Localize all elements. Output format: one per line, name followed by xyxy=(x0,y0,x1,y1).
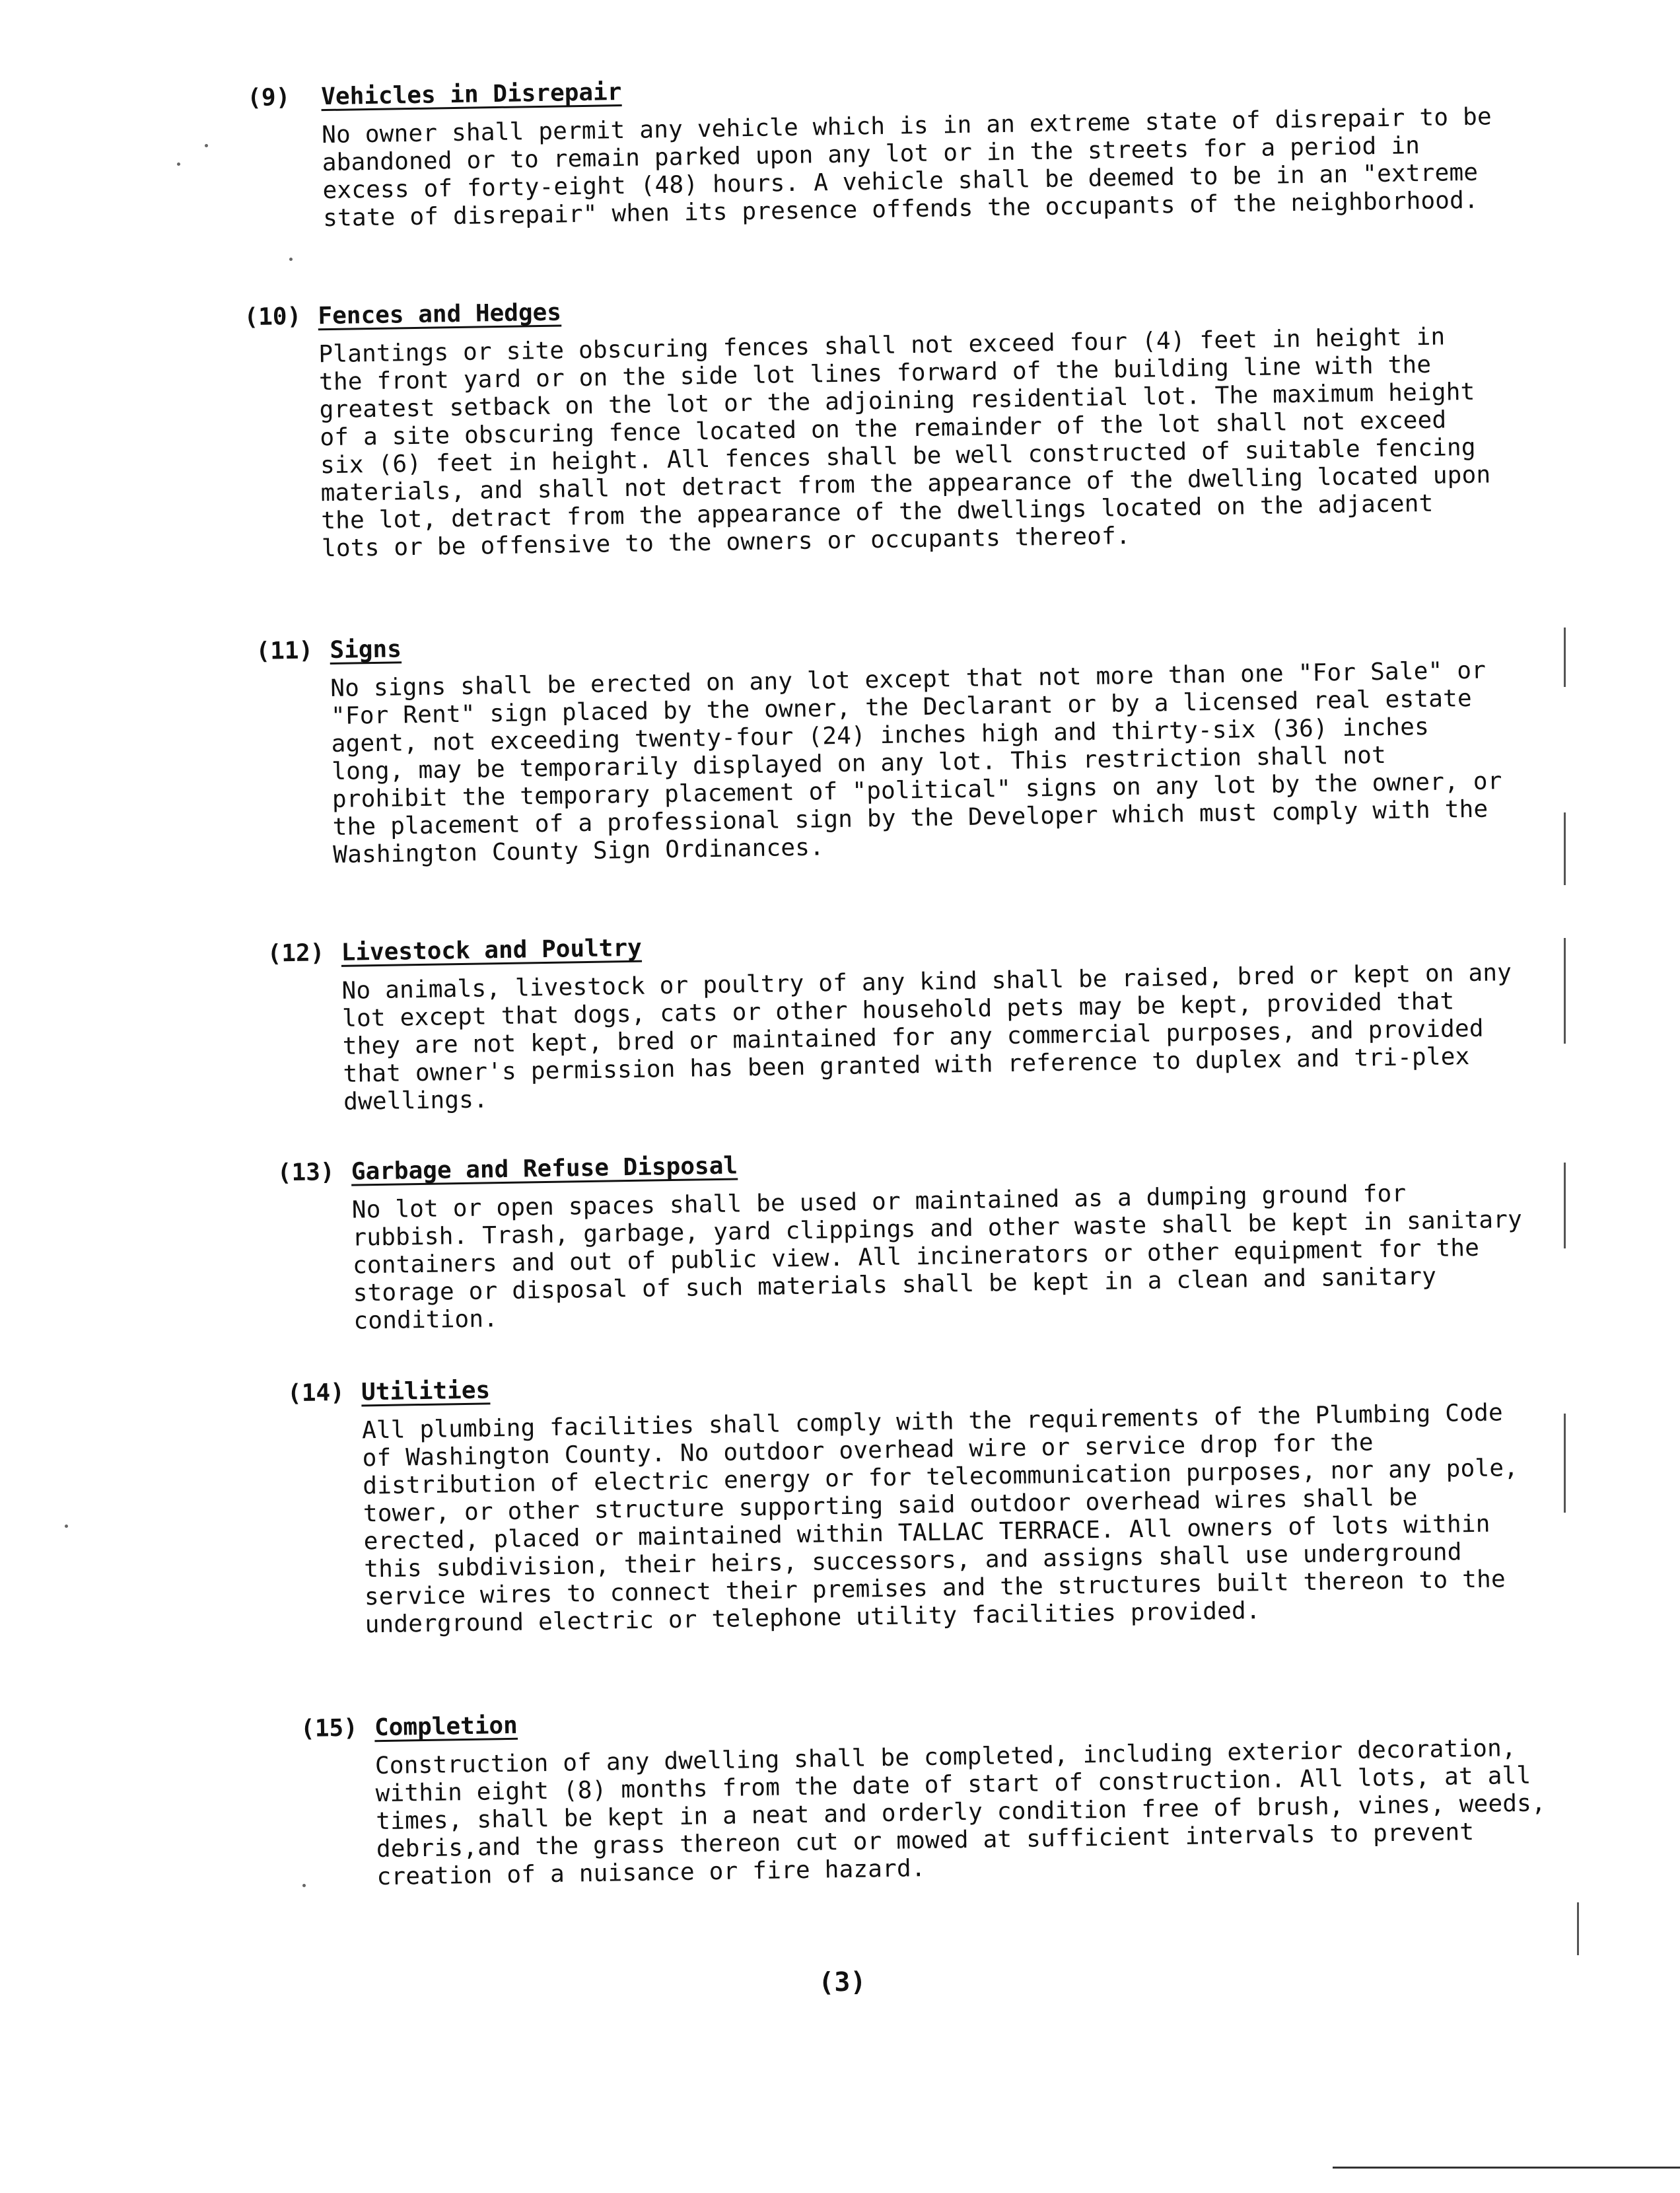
scan-margin-mark xyxy=(1564,1163,1566,1248)
scan-speck xyxy=(289,258,293,261)
section-title: Fences and Hedges xyxy=(318,299,562,330)
scan-speck xyxy=(205,144,208,147)
section-body: No signs shall be erected on any lot except that not more than one "For Sale" or "For Rent" sign placed by the owner, the Declarant or by a licensed real estate agent, not exceeding twenty-four (24) inches high and thirty-six (36) inches long, may be temporarily displayed on any lot. This restriction shall not prohibit the temporary placement of "political" signs on any lot by the owner, or the placement of a professional sign by the Developer which must comply with the Washington County Sign Ordinances. xyxy=(330,657,1502,869)
page-number: (3) xyxy=(818,1966,866,1998)
scan-speck xyxy=(65,1525,68,1528)
scan-margin-mark xyxy=(1564,812,1566,885)
section-title: Utilities xyxy=(361,1377,491,1406)
section-garbage-and-refuse-disposal xyxy=(277,1139,1535,1337)
scan-edge-rule xyxy=(1333,2167,1680,2169)
section-number: (9) xyxy=(246,83,291,112)
section-title: Livestock and Poultry xyxy=(341,934,643,966)
section-title: Signs xyxy=(330,635,402,665)
section-title: Garbage and Refuse Disposal xyxy=(351,1152,738,1186)
section-number: (12) xyxy=(267,939,325,968)
scan-margin-mark xyxy=(1564,938,1566,1044)
section-number: (13) xyxy=(277,1159,335,1187)
section-signs xyxy=(256,617,1514,871)
section-vehicles-in-disrepair xyxy=(247,63,1504,234)
section-completion xyxy=(300,1694,1558,1892)
section-title: Vehicles in Disrepair xyxy=(320,79,622,111)
section-body: No lot or open spaces shall be used or maintained as a dumping ground for rubbish. Trash, garbage, yard clippings and other waste shall be kept in sanitary containers and out of public view. All incinerators or other equipment for the storage or disposal of such materials shall be kept in a clean and sanitary condition. xyxy=(351,1180,1523,1335)
scan-speck xyxy=(302,1884,306,1887)
section-body: All plumbing facilities shall comply with the requirements of the Plumbing Code of Washington County. No outdoor overhead wire or service drop for the distribution of electric energy or for telecommunication purposes, nor any pole, tower, or other structure supporting said outdoor overhead wires shall be erected, placed or maintained within TALLAC TERRACE. All owners of lots within this subdivision, their heirs, successors, and assigns shall use underground service wires to connect their premises and the structures built thereon to the underground electric or telephone utility facilities provided. xyxy=(361,1399,1519,1639)
section-number: (15) xyxy=(300,1714,359,1743)
section-body: No owner shall permit any vehicle which is in an extreme state of disrepair to be abandoned or to remain parked upon any lot or in the streets for a period in excess of forty-eight (48) hours. A vehicle shall be deemed to be in an "extreme state of disrepair" when its presence offends the occupants of the neighborhood. xyxy=(321,103,1492,233)
section-number: (10) xyxy=(244,303,302,332)
scan-margin-mark xyxy=(1564,628,1566,687)
section-utilities xyxy=(287,1359,1546,1640)
section-title: Completion xyxy=(374,1711,518,1742)
scan-margin-mark xyxy=(1564,1414,1566,1513)
section-number: (11) xyxy=(256,637,314,665)
section-body: Plantings or site obscuring fences shall not exceed four (4) feet in height in the front yard or on the side lot lines forward of the building line with the greatest setback on the lot or the adjoining residential lot. The maximum height of a site obscuring fence located on the remainder of the lot shall not exceed six (6) feet in height. All fences shall be well constructed of suitable fencing materials, and shall not detract from the appearance of the dwelling located upon the lot, detract from the appearance of the dwellings located on the adjacent lots or be offensive to the owners or occupants thereof. xyxy=(318,323,1491,563)
section-number: (14) xyxy=(287,1379,345,1408)
scan-speck xyxy=(177,162,180,166)
section-body: No animals, livestock or poultry of any kind shall be raised, bred or kept on any lot except that dogs, cats or other household pets may be kept, provided that they are not kept, bred or maintained for any commercial purposes, and provided that owner's permission has been granted with reference to duplex and tri-plex dwellings. xyxy=(341,959,1512,1116)
scan-margin-mark xyxy=(1577,1902,1579,1955)
section-fences-and-hedges xyxy=(244,283,1502,564)
section-livestock-and-poultry xyxy=(267,919,1524,1118)
section-body: Construction of any dwelling shall be completed, including exterior decoration, within eight (8) months from the date of start of construction. All lots, at all times, shall be kept in a neat and orderly condition free of brush, vines, weeds, debris,and the grass thereon cut or mowed at sufficient intervals to prevent creation of a nuisance or fire hazard. xyxy=(374,1735,1547,1891)
